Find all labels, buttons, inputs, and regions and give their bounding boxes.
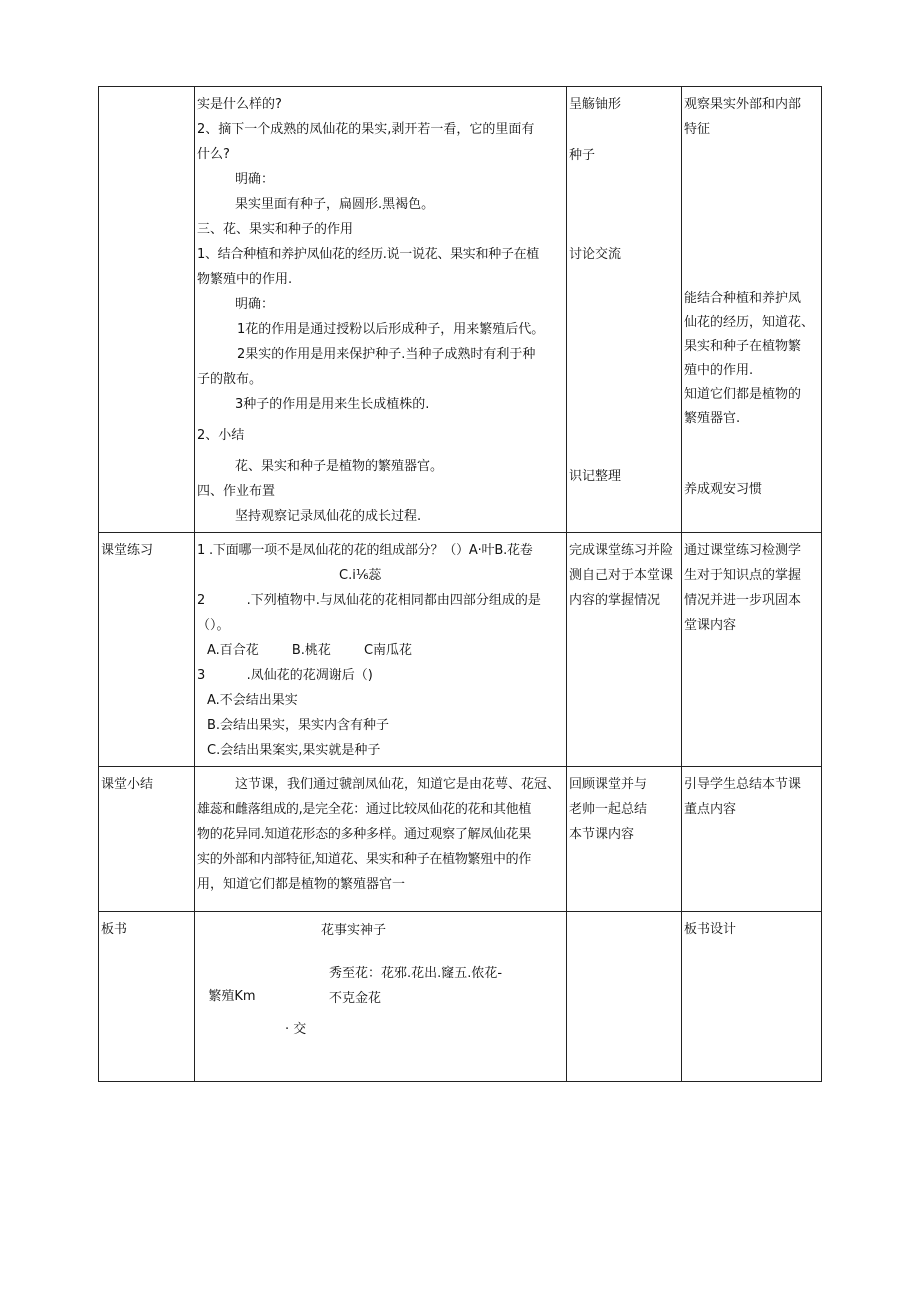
content-line: B.会结出果实，果实内含有种子: [207, 718, 390, 733]
activity-line: 识记整理: [569, 469, 622, 484]
content-line: 2、摘下一个成熟的凤仙花的果实,剥开若一看，它的里面有: [197, 122, 535, 137]
content-line: 明确：: [235, 172, 275, 187]
intent-line: 特征: [684, 122, 711, 137]
table-row-practice: [99, 533, 822, 767]
board-line: · 交: [285, 1022, 307, 1037]
content-line: 花、果实和种子是植物的繁殖器官。: [235, 459, 444, 474]
label-cell: [99, 533, 195, 767]
activity-cell: [567, 912, 682, 1082]
activity-line: 本节课内容: [569, 827, 635, 842]
intent-cell: [682, 912, 822, 1082]
activity-line: 测自己对于本堂课: [569, 568, 674, 583]
intent-line: 仙花的经历，知道花、: [684, 315, 815, 330]
intent-line: 引导学生总结本节课: [684, 777, 802, 792]
activity-line: 完成课堂练习并险: [569, 543, 674, 558]
board-line: 不克金花: [329, 991, 382, 1006]
content-line: 2 .下列植物中.与凤仙花的花相同都由四部分组成的是: [197, 593, 541, 608]
content-line: 明确：: [235, 297, 275, 312]
content-line: 实的外部和内部特征,知道花、果实和种子在植物繁殂中的作: [197, 852, 532, 867]
intent-line: 果实和种子在植物繁: [684, 339, 802, 354]
content-line: 3 .凤仙花的花凋谢后（): [197, 668, 373, 683]
board-left: [195, 912, 269, 1081]
intent-cell: [682, 533, 822, 767]
label-cell: [99, 912, 195, 1082]
content-line: 实是什么样的?: [197, 97, 282, 112]
table-row-summary: [99, 767, 822, 912]
content-line: 1 .下面哪一项不是凤仙花的花的组成部分？（）A·叶B.花卷: [197, 543, 533, 558]
content-line: 子的散布。: [197, 372, 263, 387]
activity-cell: [567, 87, 682, 533]
intent-cell: [682, 767, 822, 912]
content-line: 1、结合种植和养护凤仙花的经历.说一说花、果实和种子在植: [197, 247, 540, 262]
activity-line: 种子: [569, 148, 596, 163]
content-line: （）。: [197, 618, 230, 633]
activity-line: 呈觞铀形: [569, 97, 622, 112]
content-line: 三、花、果实和种子的作用: [197, 222, 354, 237]
board-line: 秀至花：花邪.花出.窿五.侬花-: [329, 966, 503, 981]
content-cell: [195, 767, 567, 912]
intent-line: 观察果实外部和内部: [684, 97, 802, 112]
label-cell: [99, 87, 195, 533]
row-label: 课堂小结: [101, 777, 154, 792]
content-line: 什么?: [197, 147, 230, 162]
content-line: 四、作业布置: [197, 484, 276, 499]
content-line: A.不会结出果实: [207, 693, 298, 708]
table-row-board: [99, 912, 822, 1082]
activity-line: 讨论交流: [569, 247, 622, 262]
content-line: 雄蕊和雌落组成的,是完全花：通过比较凤仙花的花和其他植: [197, 802, 532, 817]
content-line: 果实里面有种子，扁圆形.黑褐色。: [235, 197, 435, 212]
content-line: 物繁殖中的作用.: [197, 272, 293, 287]
content-line: A.百合花 B.桃花 C南瓜花: [207, 643, 413, 658]
board-left-text: 繁殖Km: [208, 989, 256, 1004]
activity-line: 回顾课堂并与: [569, 777, 648, 792]
content-line: 坚持观察记录凤仙花的成长过程.: [235, 509, 422, 524]
content-line: 物的花异同.知道花形态的多种多样。通过观察了解凤仙花果: [197, 827, 532, 842]
intent-line: 通过课堂练习检测学: [684, 543, 802, 558]
intent-line: 知道它们都是植物的: [684, 387, 802, 402]
activity-line: 老帅一起总结: [569, 802, 648, 817]
content-cell: [195, 533, 567, 767]
activity-cell: [567, 767, 682, 912]
activity-line: 内容的掌握情况: [569, 593, 661, 608]
intent-line: 堂课内容: [684, 618, 737, 633]
content-line: 3种子的作用是用来生长成植株的.: [235, 397, 430, 412]
intent-line: 生对于知识点的掌握: [684, 568, 802, 583]
lesson-plan-table: [98, 86, 822, 1082]
board-cell: [195, 912, 567, 1082]
board-design: [195, 912, 566, 1081]
content-line: 用，知道它们都是植物的繁殖器官一: [197, 877, 406, 892]
content-line: 2果实的作用是用来保护种子.当种子成熟时有利于种: [237, 347, 536, 362]
intent-line: 董点内容: [684, 802, 737, 817]
label-cell: [99, 767, 195, 912]
content-line: 这节课，我们通过虢剖凤仙花，知道它是由花萼、花冠、: [235, 777, 561, 792]
content-line: 1花的作用是通过授粉以后形成种子，用来繁殖后代。: [237, 322, 545, 337]
content-line: C.i⅙蕊: [339, 568, 382, 583]
intent-line: 板书设计: [684, 922, 737, 937]
content-line: C.会结出果案实,果实就是种子: [207, 743, 381, 758]
intent-line: 能结合种植和养护凤: [684, 291, 802, 306]
row-label: 课堂练习: [101, 543, 154, 558]
table-row-continued: [99, 87, 822, 533]
intent-line: 殖中的作用.: [684, 363, 754, 378]
intent-cell: [682, 87, 822, 533]
intent-line: 繁殖器官.: [684, 411, 741, 426]
board-title: 花事实神子: [321, 923, 387, 938]
content-cell: [195, 87, 567, 533]
intent-line: 情况并进一步巩固本: [684, 593, 802, 608]
row-label: 板书: [101, 922, 128, 937]
board-right: [269, 912, 566, 1081]
intent-line: 养成观安习惯: [684, 482, 763, 497]
content-line: 2、小结: [197, 428, 245, 443]
activity-cell: [567, 533, 682, 767]
